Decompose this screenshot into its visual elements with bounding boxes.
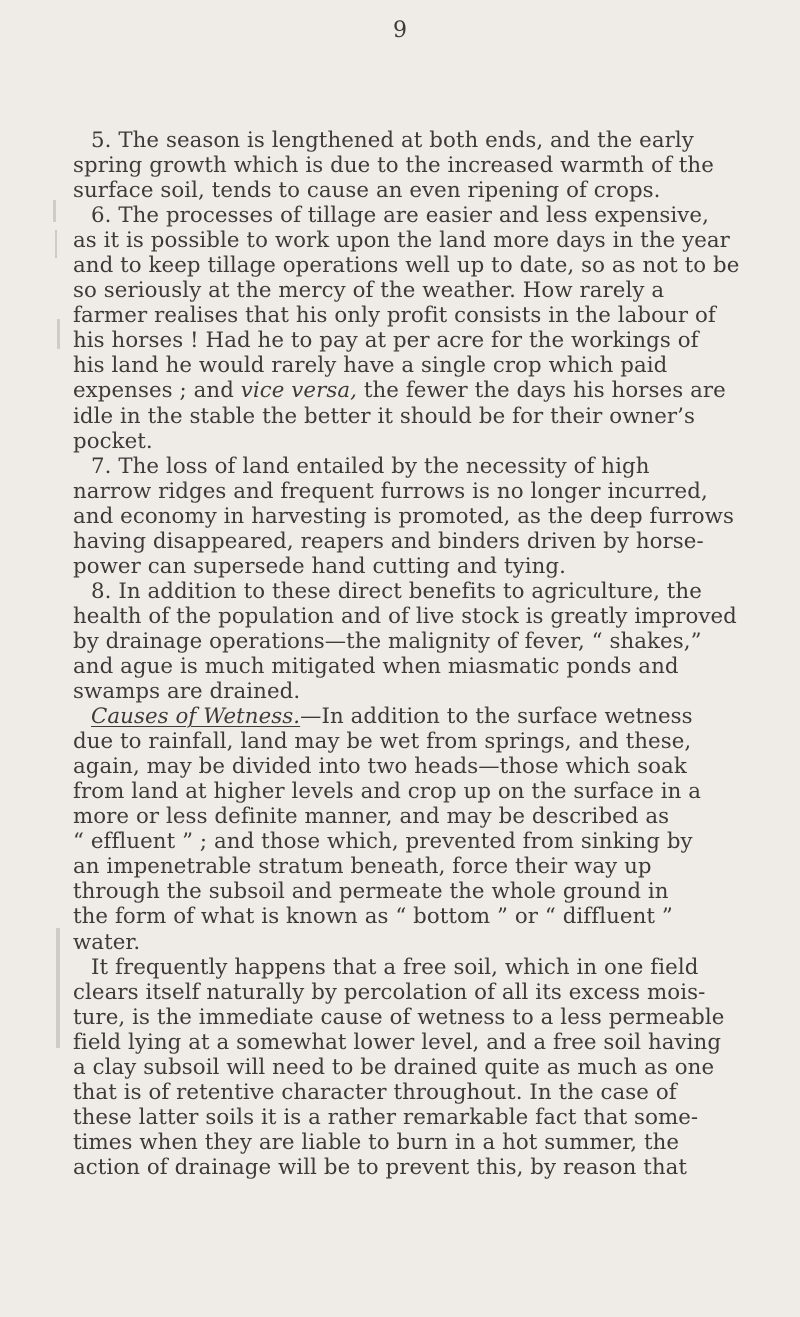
text-line: times when they are liable to burn in a hot summer, the: [73, 1129, 680, 1155]
scan-margin-mark: [53, 200, 56, 222]
text-line: narrow ridges and frequent furrows is no longer incurred,: [73, 478, 708, 504]
text-line: action of drainage will be to prevent this, by reason that: [73, 1154, 688, 1180]
text-line: the form of what is known as “ bottom ” or “ diffluent ”: [73, 904, 673, 930]
text-line: swamps are drained.: [73, 679, 301, 705]
scan-margin-mark: [56, 928, 60, 1048]
italic-phrase: vice versa,: [240, 378, 358, 404]
text-line: expenses ; and vice versa, the fewer the days his horses are: [73, 378, 726, 404]
text-line: more or less definite manner, and may be described as: [73, 804, 670, 830]
text-line: 7. The loss of land entailed by the necessity of high: [91, 453, 650, 479]
text-line: and economy in harvesting is promoted, as the deep furrows: [73, 503, 735, 529]
text-line: surface soil, tends to cause an even ripening of crops.: [73, 178, 661, 204]
text-line: ture, is the immediate cause of wetness to a less permeable: [73, 1004, 725, 1030]
text-line: an impenetrable stratum beneath, force their way up: [73, 854, 652, 880]
text-line: that is of retentive character throughout. In the case of: [73, 1079, 677, 1105]
text-line: pocket.: [73, 428, 153, 454]
text-line: power can supersede hand cutting and tying.: [73, 553, 566, 579]
text-line: and to keep tillage operations well up to date, so as not to be: [73, 253, 740, 279]
text-line: a clay subsoil will need to be drained quite as much as one: [73, 1054, 715, 1080]
section-heading-line: Causes of Wetness.—In addition to the surface wetness: [91, 704, 693, 730]
text-line: spring growth which is due to the increased warmth of the: [73, 153, 714, 179]
text-line: his horses ! Had he to pay at per acre for the workings of: [73, 328, 699, 354]
scan-margin-mark: [55, 230, 57, 258]
text-line: “ effluent ” ; and those which, prevented from sinking by: [73, 829, 693, 855]
text-line: 5. The season is lengthened at both ends, and the early: [91, 128, 694, 153]
text-line: health of the population and of live stock is greatly improved: [73, 603, 737, 629]
body-text: [73, 128, 743, 1180]
text-line: clears itself naturally by percolation of all its excess mois-: [73, 979, 706, 1005]
text-line: having disappeared, reapers and binders driven by horse-: [73, 528, 704, 554]
text-line: his land he would rarely have a single crop which paid: [73, 353, 668, 379]
text-line: through the subsoil and permeate the whole ground in: [73, 879, 669, 905]
scan-margin-mark: [57, 319, 60, 349]
text-line: by drainage operations—the malignity of fever, “ shakes,”: [73, 628, 702, 654]
text-line: and ague is much mitigated when miasmatic ponds and: [73, 653, 679, 679]
page-number: 9: [393, 18, 407, 43]
text-line: these latter soils it is a rather remarkable fact that some-: [73, 1104, 699, 1130]
text-line: so seriously at the mercy of the weather. How rarely a: [73, 278, 665, 304]
text-line: farmer realises that his only profit consists in the labour of: [73, 303, 716, 329]
text-line: due to rainfall, land may be wet from springs, and these,: [73, 729, 692, 755]
text-line: as it is possible to work upon the land more days in the year: [73, 228, 730, 254]
text-line: 6. The processes of tillage are easier and less expensive,: [91, 203, 709, 229]
text-line: idle in the stable the better it should be for their owner’s: [73, 403, 696, 429]
section-heading: Causes of Wetness.: [91, 704, 301, 730]
text-line: again, may be divided into two heads—those which soak: [73, 754, 687, 780]
text-line: water.: [73, 929, 141, 955]
text-line: field lying at a somewhat lower level, and a free soil having: [73, 1029, 722, 1055]
text-line: It frequently happens that a free soil, which in one field: [91, 954, 699, 980]
text-line: from land at higher levels and crop up on the surface in a: [73, 779, 702, 805]
text-line: 8. In addition to these direct benefits to agriculture, the: [91, 578, 702, 604]
